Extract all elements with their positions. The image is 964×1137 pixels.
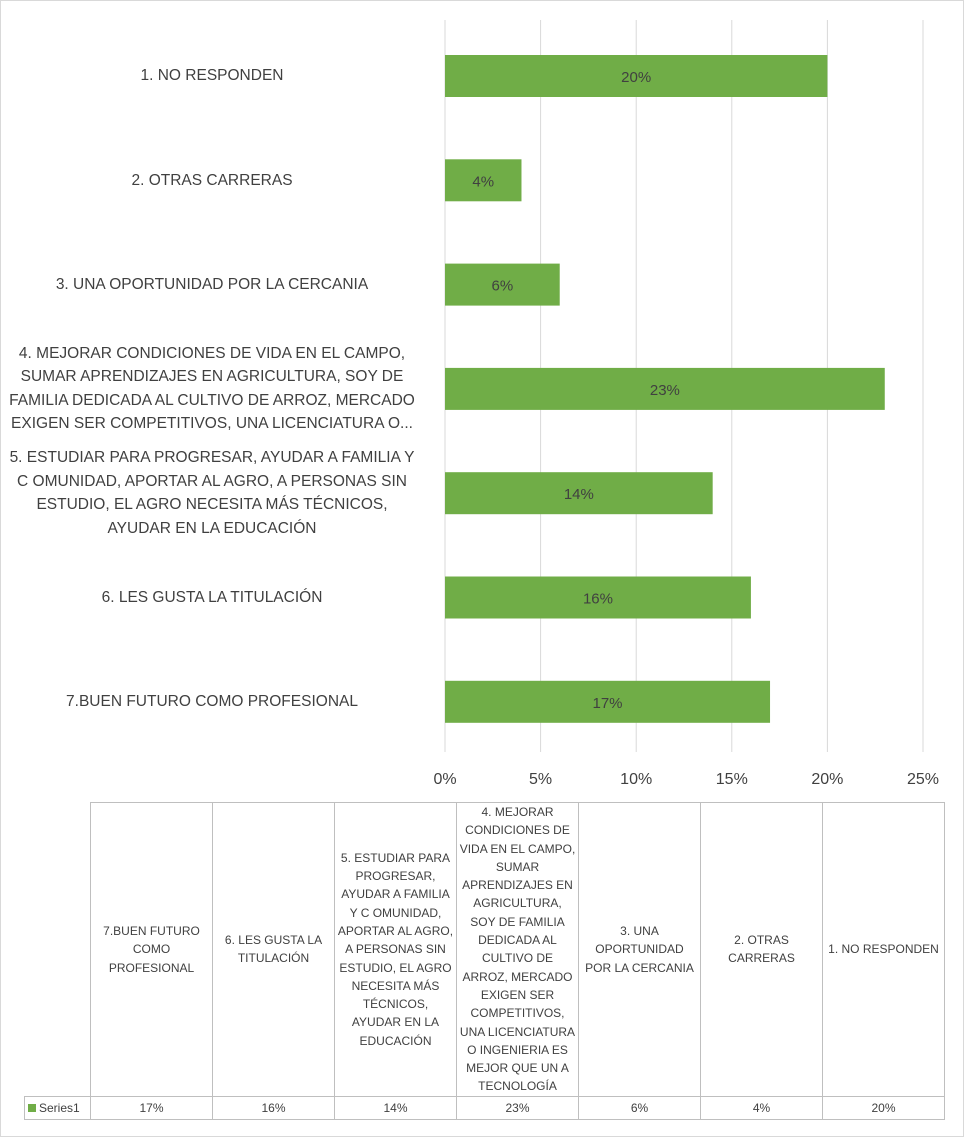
category-label-line: 5. ESTUDIAR PARA PROGRESAR, AYUDAR A FAMILIA Y [9,449,415,467]
bar-data-label: 6% [491,277,514,295]
data-table-corner [25,803,91,1097]
category-label-line: FAMILIA DEDICADA AL CULTIVO DE ARROZ, MERCADO [9,391,415,409]
category-label-line: SUMAR APRENDIZAJES EN AGRICULTURA, SOY DE [20,368,404,386]
data-table-value-cell: 6% [579,1096,701,1119]
category-label [0,342,427,436]
bar-data-label: 20% [621,69,652,86]
data-table-value-cell: 16% [213,1096,335,1119]
bar-data-label: 17% [592,694,623,712]
data-table-value-cell: 4% [701,1096,823,1119]
category-label-line: 4. MEJORAR CONDICIONES DE VIDA EN EL CAMPO, [18,344,406,362]
x-tick-label: 15% [715,771,748,788]
x-tick-label: 5% [529,771,553,788]
category-label-line: C OMUNIDAD, APORTAR AL AGRO, A PERSONAS SIN [17,472,407,490]
data-table-header-cell: 3. UNA OPORTUNIDAD POR LA CERCANIA [579,803,701,1097]
category-label-line: 1. NO RESPONDEN [140,67,284,85]
legend-label: Series1 [39,1100,80,1115]
category-label-line: EXIGEN SER COMPETITIVOS, UNA LICENCIATURA O... [11,415,413,433]
category-label-line: 3. UNA OPORTUNIDAD POR LA CERCANIA [55,275,369,293]
data-table-value-cell: 20% [823,1096,945,1119]
bar-data-label: 16% [582,590,613,608]
x-tick-label: 25% [906,771,940,788]
data-table-header-cell: 2. OTRAS CARRERAS [701,803,823,1097]
data-table-legend-cell [25,1096,91,1119]
data-table-value-cell: 14% [335,1096,457,1119]
data-table-value-cell: 23% [457,1096,579,1119]
data-table [24,802,945,1120]
category-label [0,64,427,88]
category-label-line: 2. OTRAS CARRERAS [131,171,293,189]
data-table-value-cell: 17% [91,1096,213,1119]
data-table-header-cell: 1. NO RESPONDEN [823,803,945,1097]
category-label-line: AYUDAR EN LA EDUCACIÓN [107,519,317,537]
data-table-header-cell: 5. ESTUDIAR PARA PROGRESAR, AYUDAR A FAMILIA Y C OMUNIDAD, APORTAR AL AGRO, A PERSONAS SIN ESTUDIO, EL AGRO NECESITA MÁS TÉCNICOS, AYUDAR EN LA EDUCACIÓN [335,803,457,1097]
data-table-values-row [25,1096,945,1119]
category-label-line: 7.BUEN FUTURO COMO PROFESIONAL [66,693,358,711]
category-label [0,690,427,714]
data-table-header-cell: 6. LES GUSTA LA TITULACIÓN [213,803,335,1097]
data-table-header-cell: 7.BUEN FUTURO COMO PROFESIONAL [91,803,213,1097]
x-tick-label: 0% [433,771,457,788]
bar-data-label: 14% [563,486,594,504]
legend-key-icon [28,1104,36,1112]
data-table-header-row [25,803,945,1097]
category-label-line: ESTUDIO, EL AGRO NECESITA MÁS TÉCNICOS, [36,496,388,514]
category-label [0,169,427,193]
category-label [0,273,427,297]
category-label-line: 6. LES GUSTA LA TITULACIÓN [101,588,323,606]
category-label [0,446,427,540]
data-table-header-cell: 4. MEJORAR CONDICIONES DE VIDA EN EL CAMPO, SUMAR APRENDIZAJES EN AGRICULTURA, SOY DE FAMILIA DEDICADA AL CULTIVO DE ARROZ, MERCADO EXIGEN SER COMPETITIVOS, UNA LICENCIATURA O INGENIERIA ES MEJOR QUE UN A TECNOLOGÍA [457,803,579,1097]
x-tick-label: 20% [811,771,844,788]
bar-data-label: 4% [472,173,495,191]
bar-data-label: 23% [649,381,680,399]
x-tick-label: 10% [620,771,653,788]
category-label [0,586,427,610]
